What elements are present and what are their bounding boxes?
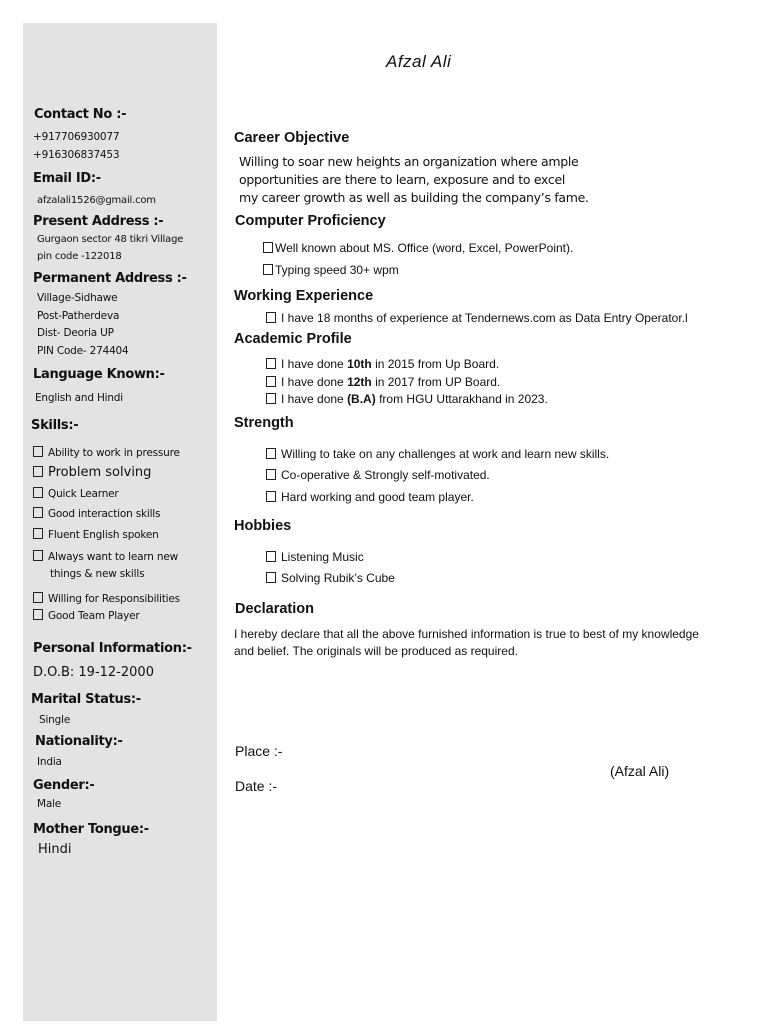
checkbox-icon [266,469,276,480]
checkbox-icon [33,609,43,620]
academic-item: I have done 10th in 2015 from Up Board. [266,357,499,371]
skill-item: Willing for Responsibilities [33,592,180,605]
skill-item: Good interaction skills [33,507,160,520]
strength-heading: Strength [234,415,294,431]
skill-item: Good Team Player [33,609,140,622]
checkbox-icon [33,592,43,603]
checkbox-icon [33,487,43,498]
present-address-line-1: Gurgaon sector 48 tikri Village [37,234,184,245]
checkbox-icon [33,528,43,539]
signature-name: (Afzal Ali) [610,763,670,779]
career-objective-line-3: my career growth as well as building the company’s fame. [239,190,589,205]
permanent-address-line-2: Post-Patherdeva [37,310,120,322]
strength-item: Co-operative & Strongly self-motivated. [266,468,490,482]
permanent-address-line-3: Dist- Deoria UP [37,327,114,339]
hobby-item: Solving Rubik’s Cube [266,571,395,585]
checkbox-icon [263,242,273,253]
strength-item: Hard working and good team player. [266,490,474,504]
permanent-address-heading: Permanent Address :- [33,271,187,286]
computer-proficiency-item: Typing speed 30+ wpm [263,263,399,277]
gender-heading: Gender:- [33,778,95,793]
permanent-address-line-4: PIN Code- 274404 [37,345,129,357]
skill-item: Fluent English spoken [33,528,159,541]
skill-item: Quick Learner [33,487,119,500]
nationality-heading: Nationality:- [35,734,123,749]
phone-2: +916306837453 [33,149,120,161]
skill-item: Ability to work in pressure [33,446,180,459]
checkbox-icon [33,446,43,457]
declaration-line-1: I hereby declare that all the above furnished information is true to best of my knowledge [234,627,699,641]
declaration-heading: Declaration [235,601,314,617]
checkbox-icon [266,376,276,387]
skills-heading: Skills:- [31,418,79,433]
email-heading: Email ID:- [33,171,101,186]
permanent-address-line-1: Village-Sidhawe [37,292,118,304]
career-objective-line-2: opportunities are there to learn, exposure and to excel [239,172,566,187]
checkbox-icon [33,507,43,518]
marital-status-value: Single [39,714,71,726]
strength-item: Willing to take on any challenges at work and learn new skills. [266,447,609,461]
phone-1: +917706930077 [33,131,120,143]
computer-proficiency-heading: Computer Proficiency [235,213,386,229]
nationality-value: India [37,756,62,768]
checkbox-icon [266,448,276,459]
checkbox-icon [33,466,43,477]
skill-item: Always want to learn new [33,550,178,563]
checkbox-icon [266,312,276,323]
checkbox-icon [266,358,276,369]
career-objective-heading: Career Objective [234,130,350,146]
present-address-line-2: pin code -122018 [37,251,122,262]
checkbox-icon [266,551,276,562]
present-address-heading: Present Address :- [33,214,164,229]
mother-tongue-value: Hindi [38,842,72,857]
contact-heading: Contact No :- [34,107,127,122]
skill-item-continuation: things & new skills [50,568,145,580]
hobbies-heading: Hobbies [234,518,292,534]
hobby-item: Listening Music [266,550,364,564]
skill-item: Problem solving [33,465,151,480]
mother-tongue-heading: Mother Tongue:- [33,822,149,837]
academic-item: I have done 12th in 2017 from UP Board. [266,375,500,389]
language-heading: Language Known:- [33,367,165,382]
dob-value: D.O.B: 19-12-2000 [33,665,154,680]
personal-info-heading: Personal Information:- [33,641,192,656]
resume-name-title: Afzal Ali [386,52,452,71]
working-experience-heading: Working Experience [234,288,374,304]
academic-item: I have done (B.A) from HGU Uttarakhand in 2023. [266,392,548,406]
computer-proficiency-item: Well known about MS. Office (word, Excel, PowerPoint). [263,241,573,255]
checkbox-icon [266,491,276,502]
email-value: afzalali1526@gmail.com [37,195,156,206]
working-experience-item: I have 18 months of experience at Tendernews.com as Data Entry Operator.l [266,311,688,325]
declaration-line-2: and belief. The originals will be produced as required. [234,644,518,658]
checkbox-icon [266,572,276,583]
checkbox-icon [33,550,43,561]
marital-status-heading: Marital Status:- [31,692,141,707]
academic-profile-heading: Academic Profile [234,331,352,347]
checkbox-icon [266,393,276,404]
gender-value: Male [37,798,62,810]
place-label: Place :- [235,743,283,759]
language-value: English and Hindi [35,392,123,404]
checkbox-icon [263,264,273,275]
date-label: Date :- [235,778,278,794]
career-objective-line-1: Willing to soar new heights an organization where ample [239,154,579,169]
